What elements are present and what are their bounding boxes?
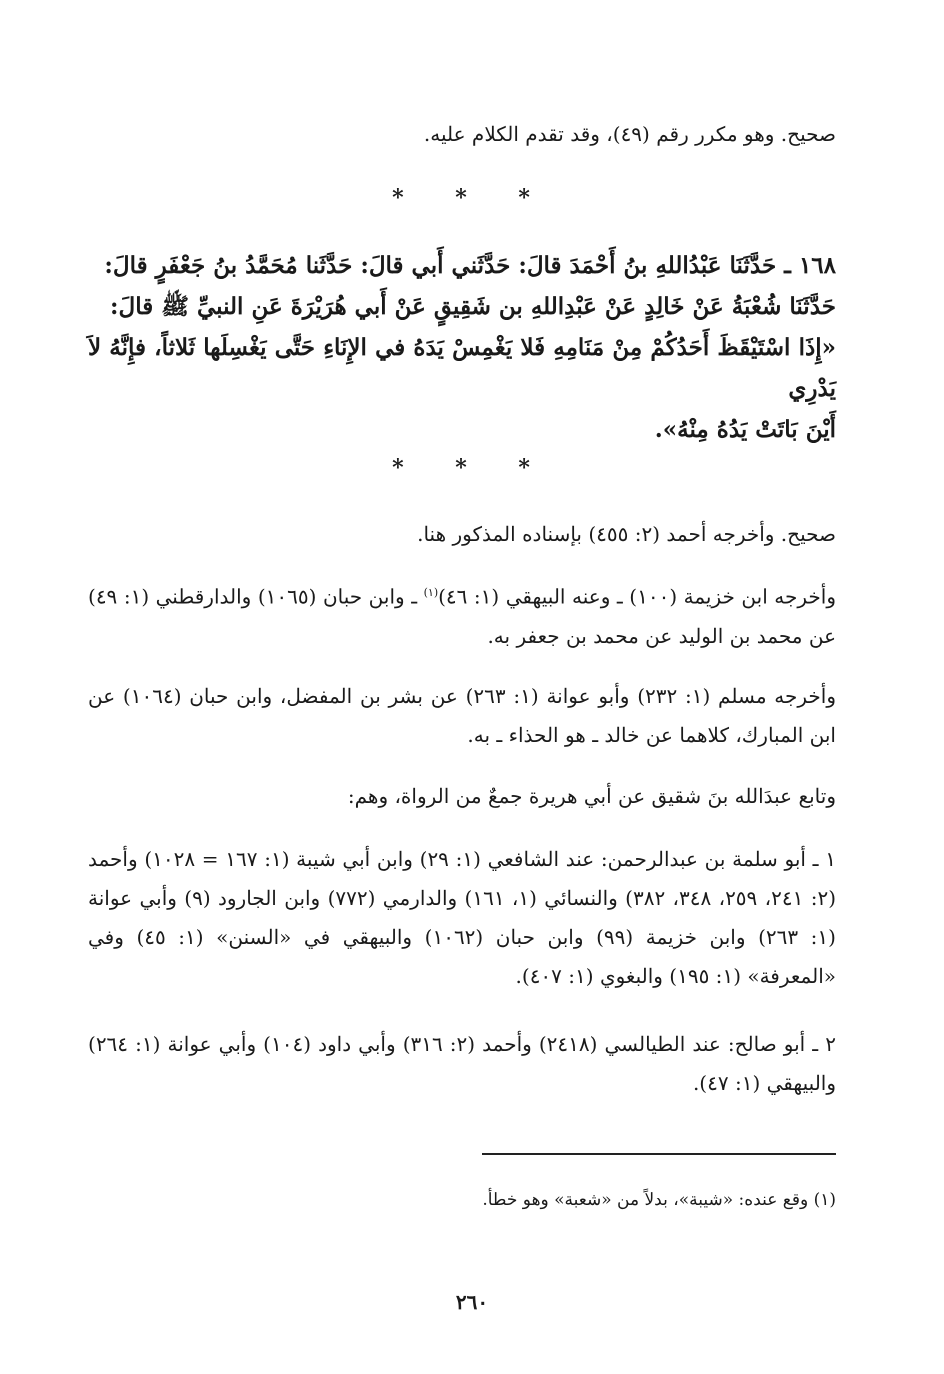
hadith-line: «إِذَا اسْتَيْقَظَ أَحَدُكُمْ مِنْ مَنَامِهِ فَلا يَغْمِسْ يَدَهُ في الإِنَاءِ حَتَّى يَغْسِلَها ثَلاثاً، فإِنَّهُ لاَ يَدْرِي bbox=[88, 334, 836, 402]
comment-paragraph-3 bbox=[88, 677, 836, 755]
separator-bottom: * * * bbox=[392, 455, 552, 481]
hadith-line: أَيْنَ بَاتَتْ يَدُهُ مِنْهُ». bbox=[654, 416, 836, 443]
comment-text: وتابع عبدَالله بنَ شقيق عن أبي هريرة جمعٌ من الرواة، وهم: bbox=[347, 784, 836, 808]
footnote-text: (١) وقع عنده: «شيبة»، بدلاً من «شعبة» وهو خطأ. bbox=[482, 1190, 836, 1210]
comment-text: صحيح. وأخرجه أحمد (٢: ٤٥٥) بإسناده المذكور هنا. bbox=[417, 522, 836, 546]
hadith-block bbox=[88, 245, 836, 450]
comment-paragraph-5 bbox=[88, 840, 836, 996]
comment-paragraph-4 bbox=[88, 777, 836, 816]
comment-paragraph-1 bbox=[88, 515, 836, 554]
comment-paragraph-6 bbox=[88, 1025, 836, 1103]
intro-paragraph bbox=[88, 115, 836, 154]
separator-top: * * * bbox=[392, 185, 552, 211]
comment-text-part: وأخرجه ابن خزيمة (١٠٠) ـ وعنه البيهقي (١: ٤٦) bbox=[438, 584, 836, 609]
comment-paragraph-2 bbox=[88, 573, 836, 656]
comment-text-part: ـ وابن حبان (١٠٦٥) والدارقطني (١: ٤٩) عن محمد بن الوليد عن محمد بن جعفر به. bbox=[88, 584, 836, 648]
footnote-marker[interactable]: (١) bbox=[423, 586, 439, 599]
footnote bbox=[88, 1185, 836, 1215]
comment-text: ١ ـ أبو سلمة بن عبدالرحمن: عند الشافعي (١: ٢٩) وابن أبي شيبة (١: ١٦٧ = ١٠٢٨) وأحمد (٢: ٢٤١، ٢٥٩، ٣٤٨، ٣٨٢) والنسائي (١، ١٦١) والدارمي (٧٧٢) وابن الجارود (٩) وأبي عوانة (١: ٢٦٣) وابن خزيمة (٩٩) وابن حبان (١٠٦٢) والبيهقي في «السنن» (١: ٤٥) وفي «المعرفة» (١: ١٩٥) والبغوي (١: ٤٠٧). bbox=[88, 847, 836, 988]
intro-text: صحيح. وهو مكرر رقم (٤٩)، وقد تقدم الكلام عليه. bbox=[423, 122, 836, 146]
page-number: ٢٦٠ bbox=[455, 1290, 489, 1314]
hadith-line: ١٦٨ ـ حَدَّثَنَا عَبْدُاللهِ بنُ أَحْمَدَ قالَ: حَدَّثَني أَبي قالَ: حَدَّثَنا مُحَمَّدُ بنُ جَعْفَرٍ قالَ: bbox=[104, 252, 836, 279]
footnote-divider bbox=[482, 1153, 836, 1155]
hadith-line: حَدَّثَنَا شُعْبَةُ عَنْ خَالِدٍ عَنْ عَبْدِاللهِ بن شَقِيقٍ عَنْ أَبي هُرَيْرَةَ عَنِ النبيِّ ﷺ قالَ: bbox=[110, 293, 836, 320]
comment-text bbox=[88, 573, 836, 656]
comment-text: ٢ ـ أبو صالح: عند الطيالسي (٢٤١٨) وأحمد (٢: ٣١٦) وأبي داود (١٠٤) وأبي عوانة (١: ٢٦٤) والبيهقي (١: ٤٧). bbox=[88, 1032, 836, 1095]
comment-text: وأخرجه مسلم (١: ٢٣٢) وأبو عوانة (١: ٢٦٣) عن بشر بن المفضل، وابن حبان (١٠٦٤) عن ابن المبارك، كلاهما عن خالد ـ هو الحذاء ـ به. bbox=[88, 684, 836, 747]
